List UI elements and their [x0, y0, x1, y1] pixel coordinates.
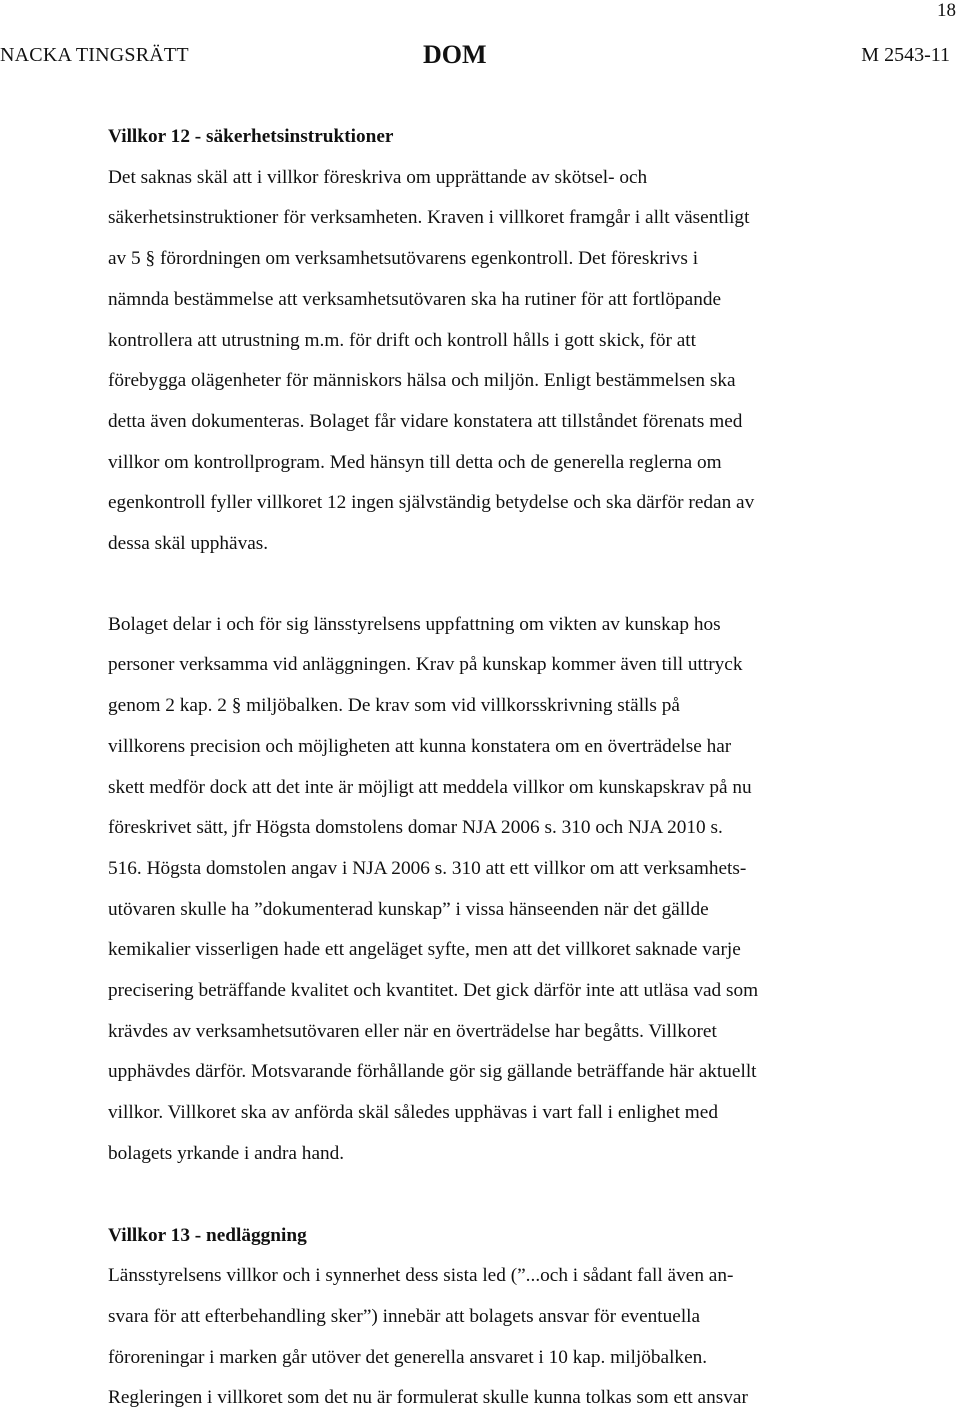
section-heading: Villkor 13 - nedläggning [108, 1224, 307, 1246]
text-line: dessa skäl upphävas. [108, 533, 269, 555]
text-line: Det saknas skäl att i villkor föreskriva om upprättande av skötsel- och [108, 166, 648, 188]
text-line: precisering beträffande kvalitet och kvantitet. Det gick därför inte att utläsa vad som [108, 980, 759, 1002]
text-line: Regleringen i villkoret som det nu är formulerat skulle kunna tolkas som ett ansvar [108, 1387, 748, 1409]
text-line: villkor om kontrollprogram. Med hänsyn till detta och de generella reglerna om [108, 451, 722, 473]
court-name: NACKA TINGSRÄTT [0, 44, 189, 66]
text-line: av 5 § förordningen om verksamhetsutövarens egenkontroll. Det föreskrivs i [108, 248, 699, 270]
paragraph [108, 605, 908, 1175]
text-line: egenkontroll fyller villkoret 12 ingen självständig betydelse och ska därför redan av [108, 492, 755, 514]
text-line: nämnda bestämmelse att verksamhetsutövaren ska ha rutiner för att fortlöpande [108, 288, 722, 310]
text-line: villkor. Villkoret ska av anförda skäl således upphävas i vart fall i enlighet med [108, 1102, 718, 1124]
text-line: villkorens precision och möjligheten att kunna konstatera om en överträdelse har [108, 735, 732, 757]
document-body [108, 117, 908, 1419]
text-line: Länsstyrelsens villkor och i synnerhet dess sista led (”...och i sådant fall även an- [108, 1265, 734, 1287]
section-heading: Villkor 12 - säkerhetsinstruktioner [108, 126, 394, 147]
text-line: detta även dokumenteras. Bolaget får vidare konstatera att tillståndet förenats med [108, 410, 743, 432]
text-line: föreskrivet sätt, jfr Högsta domstolens domar NJA 2006 s. 310 och NJA 2010 s. [108, 817, 723, 839]
text-line: kemikalier visserligen hade ett angeläget syfte, men att det villkoret saknade varje [108, 939, 741, 961]
page-number: 18 [937, 0, 956, 21]
text-line: genom 2 kap. 2 § miljöbalken. De krav som vid villkorsskrivning ställs på [108, 695, 680, 717]
text-line: utövaren skulle ha ”dokumenterad kunskap” i vissa hänseenden när det gällde [108, 898, 709, 920]
case-number: M 2543-11 [861, 44, 950, 66]
text-line: krävdes av verksamhetsutövaren eller när en överträdelse har begåtts. Villkoret [108, 1020, 717, 1042]
text-line: 516. Högsta domstolen angav i NJA 2006 s. 310 att ett villkor om att verksamhets- [108, 857, 747, 879]
document-header [0, 40, 960, 80]
text-line: personer verksamma vid anläggningen. Krav på kunskap kommer även till uttryck [108, 654, 743, 676]
text-line: förebygga olägenheter för människors hälsa och miljön. Enligt bestämmelsen ska [108, 370, 736, 392]
text-line: skett medför dock att det inte är möjligt att meddela villkor om kunskapskrav på nu [108, 776, 752, 798]
text-line: föroreningar i marken går utöver det generella ansvaret i 10 kap. miljöbalken. [108, 1346, 708, 1368]
paragraph [108, 158, 908, 565]
paragraph [108, 1256, 908, 1419]
text-line: säkerhetsinstruktioner för verksamheten. Kraven i villkoret framgår i allt väsentligt [108, 207, 750, 229]
text-line: svara för att efterbehandling sker”) innebär att bolagets ansvar för eventuella [108, 1305, 701, 1327]
text-line: upphävdes därför. Motsvarande förhållande gör sig gällande beträffande här aktuellt [108, 1061, 757, 1083]
text-line: bolagets yrkande i andra hand. [108, 1142, 345, 1164]
text-line: kontrollera att utrustning m.m. för drift och kontroll hålls i gott skick, för att [108, 329, 696, 351]
text-line: Bolaget delar i och för sig länsstyrelsens uppfattning om vikten av kunskap hos [108, 613, 721, 635]
document-type: DOM [423, 40, 487, 69]
